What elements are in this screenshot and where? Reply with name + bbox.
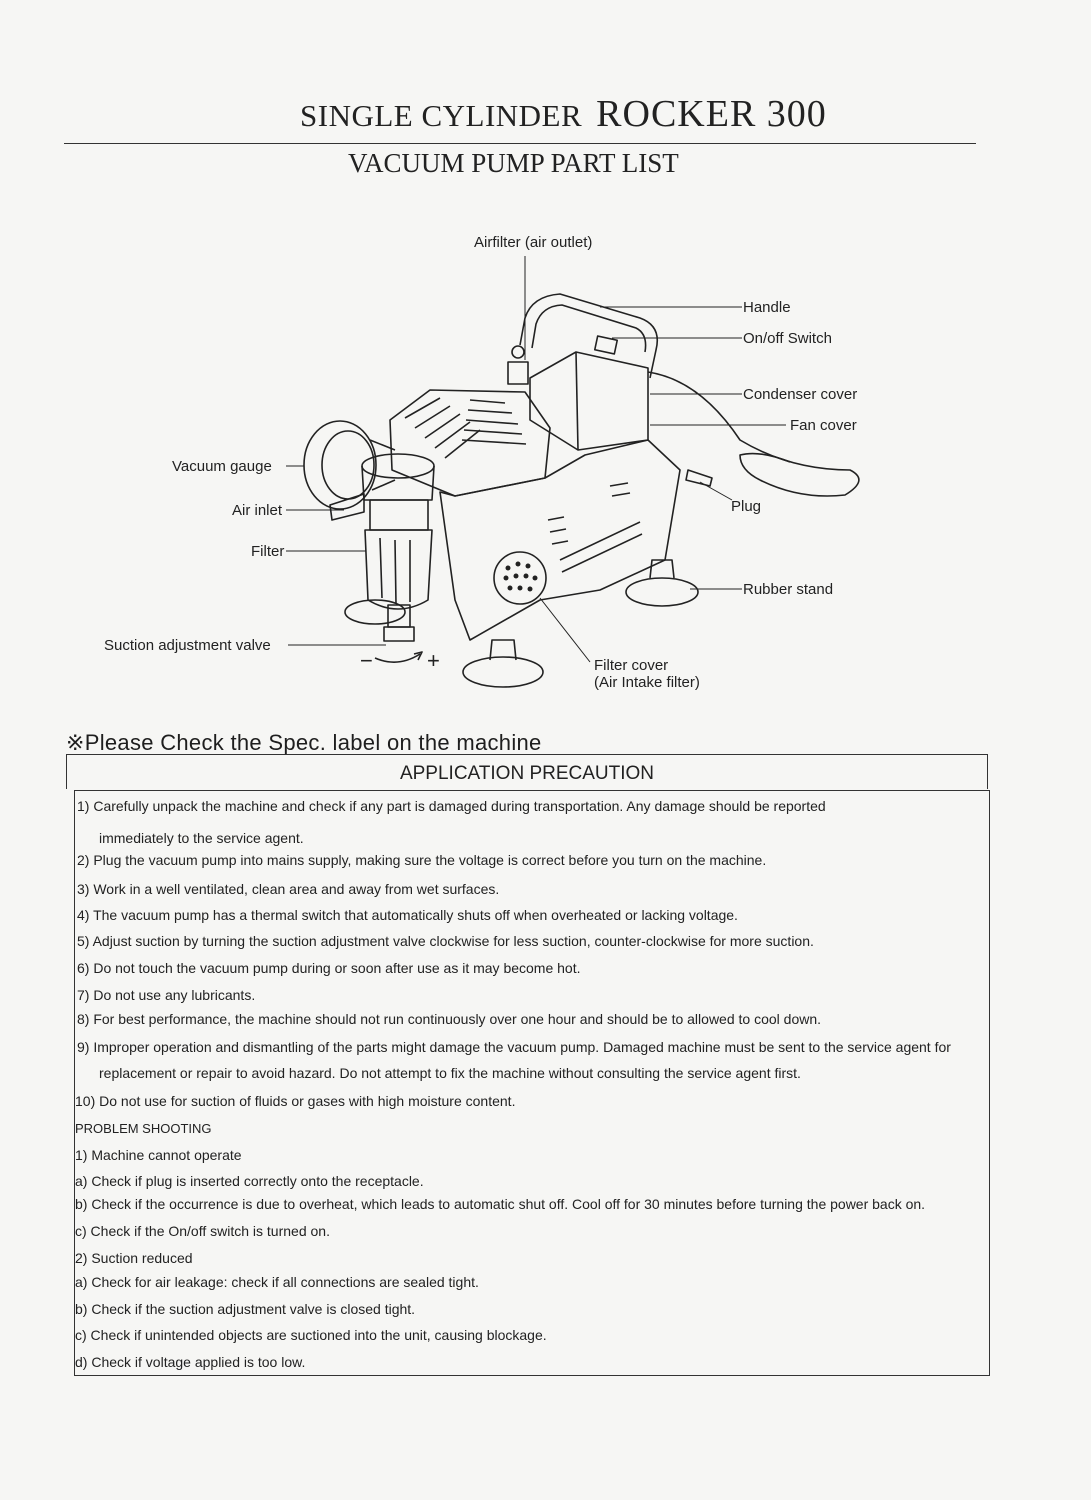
callout-gauge: Vacuum gauge bbox=[172, 458, 272, 475]
callout-plug: Plug bbox=[731, 498, 762, 515]
filter-bowl-shape bbox=[365, 530, 432, 609]
plug-shape bbox=[686, 470, 712, 486]
problem-line: 1) Machine cannot operate bbox=[75, 1147, 242, 1163]
problem-line: 2) Suction reduced bbox=[75, 1250, 193, 1266]
switch-shape bbox=[595, 336, 617, 354]
minus-sign: − bbox=[360, 648, 373, 673]
callout-fan: Fan cover bbox=[790, 417, 857, 434]
problem-line: c) Check if the On/off switch is turned on. bbox=[75, 1223, 330, 1239]
problem-line: c) Check if unintended objects are suctioned into the unit, causing blockage. bbox=[75, 1327, 547, 1343]
callout-airfilter: Airfilter (air outlet) bbox=[474, 234, 593, 251]
precaution-line: 6) Do not touch the vacuum pump during or soon after use as it may become hot. bbox=[77, 960, 581, 976]
problem-line: b) Check if the suction adjustment valve is closed tight. bbox=[75, 1301, 416, 1317]
intake-filter-shape bbox=[494, 552, 546, 604]
callout-rubber: Rubber stand bbox=[743, 581, 834, 598]
vacuum-gauge-shape bbox=[304, 421, 376, 509]
callout-condenser: Condenser cover bbox=[743, 386, 858, 403]
precaution-line: 10) Do not use for suction of fluids or gases with high moisture content. bbox=[75, 1093, 516, 1109]
callout-filter-cover: Filter cover bbox=[594, 657, 669, 674]
precaution-line: 8) For best performance, the machine should not run continuously over one hour and should be to allowed to cool down. bbox=[77, 1011, 822, 1027]
precaution-line: 1) Carefully unpack the machine and check if any part is damaged during transportation. Any damage should be reported bbox=[77, 798, 826, 814]
precaution-line: 3) Work in a well ventilated, clean area and away from wet surfaces. bbox=[77, 881, 500, 897]
title-divider bbox=[64, 143, 976, 144]
problem-line: a) Check for air leakage: check if all connections are sealed tight. bbox=[75, 1274, 479, 1290]
precaution-line: 2) Plug the vacuum pump into mains supply, making sure the voltage is correct before you turn on the machine. bbox=[77, 852, 767, 868]
document-subtitle: VACUUM PUMP PART LIST bbox=[348, 148, 679, 178]
air-inlet-shape bbox=[330, 494, 364, 520]
problem-line: d) Check if voltage applied is too low. bbox=[75, 1354, 306, 1370]
precaution-line: 7) Do not use any lubricants. bbox=[77, 987, 256, 1003]
document-title bbox=[300, 92, 827, 136]
precaution-line: immediately to the service agent. bbox=[99, 830, 304, 846]
callout-switch: On/off Switch bbox=[743, 330, 832, 347]
condenser-cover-shape bbox=[530, 352, 648, 450]
callout-intake-filter: (Air Intake filter) bbox=[594, 674, 700, 691]
cylinder-head-shape bbox=[390, 390, 550, 496]
precaution-line: 5) Adjust suction by turning the suction adjustment valve clockwise for less suction, counter-clockwise for more suction. bbox=[77, 933, 814, 949]
title-prefix: SINGLE CYLINDER bbox=[300, 98, 583, 133]
callout-inlet: Air inlet bbox=[232, 502, 283, 519]
precaution-box bbox=[74, 790, 990, 1376]
problem-line: a) Check if plug is inserted correctly onto the receptacle. bbox=[75, 1173, 424, 1189]
precaution-line: replacement or repair to avoid hazard. Do not attempt to fix the machine without consulting the service agent first. bbox=[99, 1065, 801, 1081]
precaution-heading: APPLICATION PRECAUTION bbox=[66, 754, 988, 789]
callout-suction: Suction adjustment valve bbox=[104, 637, 271, 654]
motor-body-shape bbox=[440, 440, 680, 640]
callout-filter: Filter bbox=[251, 543, 285, 560]
problem-line: b) Check if the occurrence is due to overheat, which leads to automatic shut off. Cool off for 30 minutes before turning the power back on. bbox=[75, 1196, 926, 1212]
precaution-line: 4) The vacuum pump has a thermal switch that automatically shuts off when overheated or lacking voltage. bbox=[77, 907, 738, 923]
title-model: ROCKER 300 bbox=[596, 93, 827, 135]
callout-handle: Handle bbox=[743, 299, 791, 316]
plus-sign: + bbox=[427, 648, 440, 673]
problem-shooting-heading: PROBLEM SHOOTING bbox=[75, 1121, 212, 1136]
spec-label-note: ※Please Check the Spec. label on the machine bbox=[66, 730, 542, 755]
precaution-line: 9) Improper operation and dismantling of the parts might damage the vacuum pump. Damaged machine must be sent to the service agent for bbox=[77, 1039, 951, 1055]
